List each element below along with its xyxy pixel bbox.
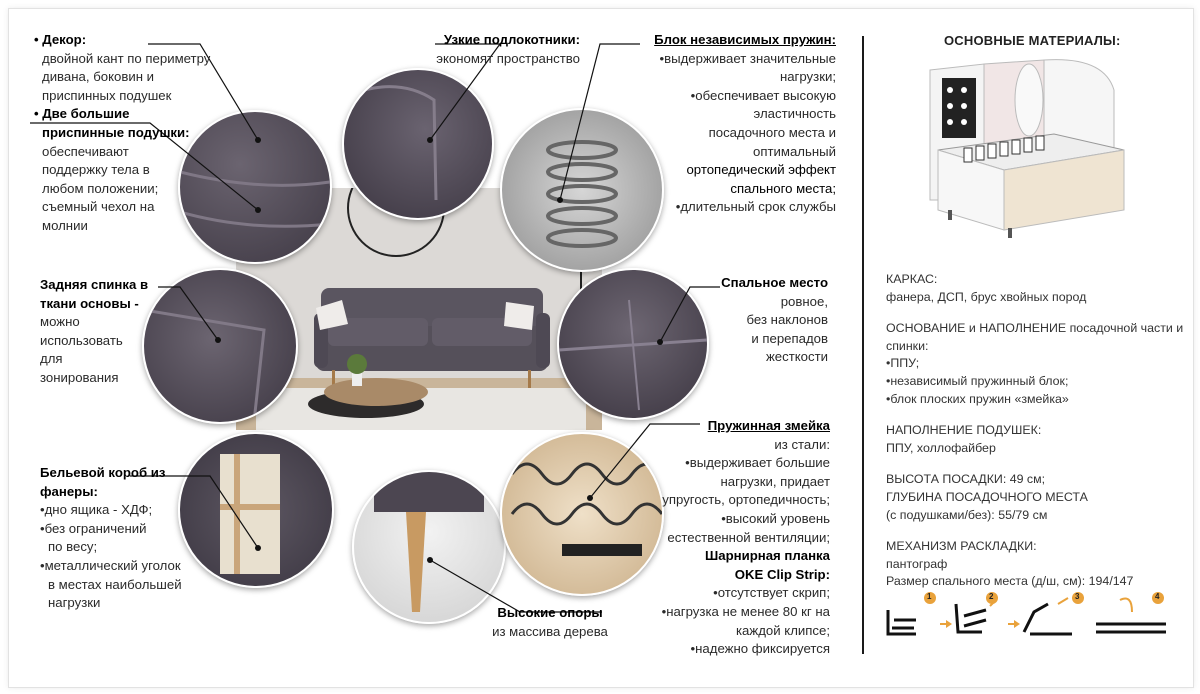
base-title: ОСНОВАНИЕ и НАПОЛНЕНИЕ посадочной части и xyxy=(886,321,1184,336)
springs-line-2: нагрузки; xyxy=(779,69,836,85)
frame-title: КАРКАС: xyxy=(886,272,938,286)
cushions-line-4: съемный чехол на xyxy=(42,199,155,215)
clip-line-1: •отсутствует скрип; xyxy=(713,585,830,601)
back-block xyxy=(40,276,170,388)
cushions-line-1: обеспечивают xyxy=(42,143,129,159)
box-line-2: •без ограничений xyxy=(40,520,147,536)
snake-line-4: упругость, ортопедичность; xyxy=(662,492,830,508)
springs-line-7: ортопедический эффект xyxy=(686,162,836,178)
armrests-title: Узкие подлокотники: xyxy=(443,32,580,47)
depth-value: (с подушками/без): 55/79 см xyxy=(886,507,1048,522)
snake-line-3: нагрузки, придает xyxy=(720,473,830,489)
legs-title: Высокие опоры xyxy=(497,605,603,620)
step-1-number: 1 xyxy=(927,592,932,601)
pillow-text: ППУ, холлофайбер xyxy=(886,440,996,455)
back-line-4: зонирования xyxy=(40,369,119,385)
box-line-6: нагрузки xyxy=(48,595,101,611)
armrests-sub: экономят пространство xyxy=(436,50,580,66)
clip-title-2: OKE Clip Strip: xyxy=(734,566,830,582)
box-line-4: •металлический уголок xyxy=(40,557,181,573)
springs-line-4: эластичность xyxy=(753,106,836,122)
section-divider xyxy=(862,36,864,654)
step-2-number: 2 xyxy=(989,592,994,601)
cushions-line-3: любом положении; xyxy=(42,180,159,196)
legs-closeup xyxy=(352,470,506,624)
sofa-cutaway-illustration xyxy=(924,50,1134,240)
base-item-3: •блок плоских пружин «змейка» xyxy=(886,391,1069,406)
snake-line-5: •высокий уровень xyxy=(721,510,830,526)
base-item-2: •независимый пружинный блок; xyxy=(886,373,1069,388)
snake-line-6: естественной вентиляции; xyxy=(667,529,830,545)
legs-sub: из массива дерева xyxy=(492,623,608,639)
snake-block xyxy=(624,417,830,659)
cushions-title-1: • Две большие xyxy=(34,106,130,122)
decor-title-text: Декор: xyxy=(42,32,87,47)
snake-line-1: из стали: xyxy=(774,436,830,452)
frame-text: фанера, ДСП, брус хвойных пород xyxy=(886,289,1087,304)
armrests-block xyxy=(400,31,580,68)
box-line-3: по весу; xyxy=(48,539,98,555)
depth-line: ГЛУБИНА ПОСАДОЧНОГО МЕСТА xyxy=(886,489,1088,504)
cushions-line-2: поддержку тела в xyxy=(42,162,150,178)
base-item-1: •ППУ; xyxy=(886,356,920,371)
decor-line-1: двойной кант по периметру xyxy=(42,50,211,66)
mech-title: МЕХАНИЗМ РАСКЛАДКИ: xyxy=(886,539,1037,554)
springs-line-3: •обеспечивает высокую xyxy=(690,87,836,103)
clip-title-1: Шарнирная планка xyxy=(704,548,830,564)
sleep-line-1: ровное, xyxy=(780,293,828,309)
back-title-1: Задняя спинка в xyxy=(40,277,149,292)
springs-line-5: посадочного места и xyxy=(708,124,836,140)
sleep-block xyxy=(688,274,828,367)
decor-line-3: приспинных подушек xyxy=(42,87,172,103)
springs-line-6: оптимальный xyxy=(753,143,836,159)
size-text: Размер спального места (д/ш, см): 194/147 xyxy=(886,574,1134,589)
cushions-title-1-text: Две большие xyxy=(42,106,130,122)
back-line-2: использовать xyxy=(40,332,123,348)
step-4-number: 4 xyxy=(1155,592,1160,601)
snake-title: Пружинная змейка xyxy=(707,418,830,433)
box-title-1: Бельевой короб из xyxy=(40,465,166,480)
springs-line-9: •длительный срок службы xyxy=(675,199,836,215)
cushions-title-2: приспинные подушки: xyxy=(42,124,190,140)
sleep-line-3: и перепадов xyxy=(751,330,828,346)
snake-line-2: •выдерживает большие xyxy=(685,455,830,471)
springs-line-1: •выдерживает значительные xyxy=(659,50,836,66)
step-3-number: 3 xyxy=(1075,592,1080,601)
storage-box-closeup xyxy=(178,432,334,588)
cushions-line-5: молнии xyxy=(42,217,88,233)
sleep-title: Спальное место xyxy=(721,275,828,290)
back-line-3: для xyxy=(40,351,63,367)
folding-steps xyxy=(882,590,1172,646)
sleep-line-2: без наклонов xyxy=(746,312,828,328)
box-line-1: •дно ящика - ХДФ; xyxy=(40,502,153,518)
sleep-closeup xyxy=(557,268,709,420)
sleep-line-4: жесткости xyxy=(765,349,828,365)
clip-line-2: •нагрузка не менее 80 кг на xyxy=(661,603,830,619)
box-line-5: в местах наибольшей xyxy=(48,576,182,592)
clip-line-4: •надежно фиксируется xyxy=(690,641,830,657)
materials-heading: ОСНОВНЫЕ МАТЕРИАЛЫ: xyxy=(944,33,1121,48)
mech-text: пантограф xyxy=(886,556,948,571)
clip-line-3: каждой клипсе; xyxy=(736,622,830,638)
decor-line-2: дивана, боковин и xyxy=(42,69,155,85)
legs-block xyxy=(470,604,630,641)
base-title-2: спинки: xyxy=(886,338,929,353)
springs-title: Блок независимых пружин: xyxy=(654,32,836,47)
decor-block xyxy=(34,31,234,236)
back-line-1: можно xyxy=(40,314,80,330)
springs-line-8: спального места; xyxy=(730,180,836,196)
armrest-closeup xyxy=(342,68,494,220)
back-title-2: ткани основы - xyxy=(40,295,139,311)
decor-title: • Декор: xyxy=(34,32,87,47)
materials-list xyxy=(886,271,1186,591)
height-line: ВЫСОТА ПОСАДКИ: 49 см; xyxy=(886,472,1046,487)
box-block xyxy=(40,464,200,613)
springs-block xyxy=(628,31,836,217)
pillow-title: НАПОЛНЕНИЕ ПОДУШЕК: xyxy=(886,423,1042,438)
box-title-2: фанеры: xyxy=(40,483,98,499)
